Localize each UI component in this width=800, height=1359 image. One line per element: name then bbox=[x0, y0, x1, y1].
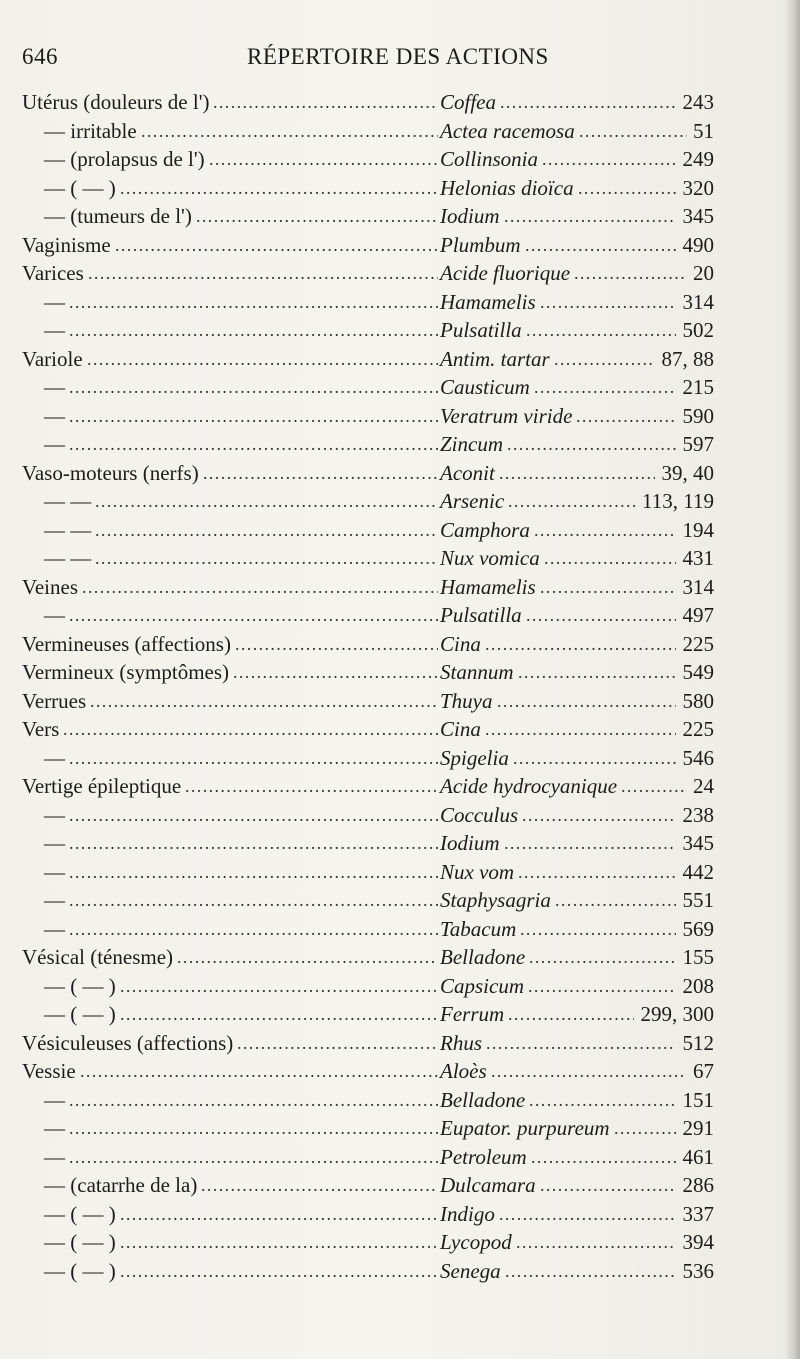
index-entry bbox=[22, 459, 714, 488]
entry-term: Varices bbox=[22, 261, 84, 285]
entry-pages: 345 bbox=[682, 831, 714, 855]
dot-leader bbox=[505, 1257, 676, 1286]
dot-leader bbox=[120, 174, 438, 203]
dot-leader bbox=[531, 1143, 676, 1172]
entry-pages: 215 bbox=[682, 375, 714, 399]
entry-remedy: Lycopod bbox=[440, 1230, 512, 1254]
entry-pages: 314 bbox=[682, 289, 714, 314]
entry-pages: 225 bbox=[682, 717, 714, 741]
entry-remedy: Aconit bbox=[440, 460, 495, 485]
index-entry bbox=[22, 544, 714, 573]
index-entry bbox=[22, 943, 714, 972]
index-entry bbox=[22, 88, 714, 117]
entry-pages: 155 bbox=[682, 945, 714, 969]
entry-remedy: Senega bbox=[440, 1258, 501, 1283]
entry-term: — bbox=[44, 888, 65, 912]
entry-pages: 546 bbox=[682, 745, 714, 770]
index-entry bbox=[22, 516, 714, 545]
dot-leader bbox=[69, 886, 438, 915]
entry-pages: 320 bbox=[682, 175, 714, 200]
entry-term: Vessie bbox=[22, 1059, 76, 1083]
dot-leader bbox=[526, 316, 676, 345]
dot-leader bbox=[88, 259, 438, 288]
entry-pages: 502 bbox=[682, 318, 714, 342]
dot-leader bbox=[518, 858, 676, 887]
index-entry bbox=[22, 1114, 714, 1143]
dot-leader bbox=[209, 145, 438, 174]
index-entry bbox=[22, 316, 714, 345]
dot-leader bbox=[576, 402, 676, 431]
entry-pages: 225 bbox=[682, 631, 714, 656]
index-entry bbox=[22, 829, 714, 858]
dot-leader bbox=[504, 829, 676, 858]
entry-term: Vermineuses (affections) bbox=[22, 631, 231, 656]
dot-leader bbox=[69, 1114, 438, 1143]
entry-pages: 39, 40 bbox=[661, 460, 714, 485]
entry-remedy: Hamamelis bbox=[440, 289, 536, 314]
entry-remedy: Cina bbox=[440, 631, 481, 656]
entry-pages: 569 bbox=[682, 916, 714, 941]
index-entry bbox=[22, 1257, 714, 1286]
entry-remedy: Iodium bbox=[440, 204, 500, 228]
entry-term: — bbox=[44, 1144, 65, 1169]
dot-leader bbox=[529, 943, 676, 972]
dot-leader bbox=[69, 373, 438, 402]
entry-term: — — bbox=[44, 546, 92, 570]
index-entry bbox=[22, 715, 714, 744]
entry-term: — bbox=[44, 603, 65, 627]
entry-term: — irritable bbox=[44, 118, 137, 143]
entry-remedy: Camphora bbox=[440, 517, 530, 542]
entry-term: — — bbox=[44, 489, 92, 513]
entry-remedy: Causticum bbox=[440, 375, 530, 399]
dot-leader bbox=[69, 288, 438, 317]
dot-leader bbox=[120, 1228, 438, 1257]
dot-leader bbox=[554, 345, 655, 374]
entry-term: — bbox=[44, 745, 65, 770]
dot-leader bbox=[87, 345, 438, 374]
entry-term: — bbox=[44, 432, 65, 456]
dot-leader bbox=[555, 886, 676, 915]
dot-leader bbox=[203, 459, 438, 488]
entry-remedy: Belladone bbox=[440, 945, 526, 969]
entry-pages: 291 bbox=[682, 1116, 714, 1140]
dot-leader bbox=[540, 288, 676, 317]
entry-pages: 151 bbox=[682, 1087, 714, 1112]
entry-remedy: Tabacum bbox=[440, 916, 517, 941]
dot-leader bbox=[235, 630, 438, 659]
entry-term: Vésiculeuses (affections) bbox=[22, 1030, 234, 1055]
dot-leader bbox=[518, 658, 676, 687]
dot-leader bbox=[237, 1029, 438, 1058]
entry-term: — — bbox=[44, 517, 92, 542]
dot-leader bbox=[544, 544, 676, 573]
index-entry bbox=[22, 145, 714, 174]
entry-remedy: Cina bbox=[440, 717, 481, 741]
entry-remedy: Iodium bbox=[440, 831, 500, 855]
entry-pages: 249 bbox=[682, 147, 714, 171]
entry-pages: 580 bbox=[682, 688, 714, 713]
entry-remedy: Spigelia bbox=[440, 745, 509, 770]
entry-term: — bbox=[44, 802, 65, 827]
entry-pages: 549 bbox=[682, 660, 714, 684]
dot-leader bbox=[69, 1143, 438, 1172]
dot-leader bbox=[69, 858, 438, 887]
entry-pages: 194 bbox=[682, 517, 714, 542]
index-entry bbox=[22, 972, 714, 1001]
dot-leader bbox=[540, 573, 676, 602]
entry-term: Veines bbox=[22, 574, 78, 599]
entry-term: Vertige épileptique bbox=[22, 774, 182, 798]
index-entry bbox=[22, 345, 714, 374]
entry-term: — ( — ) bbox=[44, 175, 116, 200]
index-entry bbox=[22, 630, 714, 659]
dot-leader bbox=[579, 117, 687, 146]
entry-term: — bbox=[44, 318, 65, 342]
entry-pages: 345 bbox=[682, 204, 714, 228]
entry-remedy: Rhus bbox=[440, 1030, 482, 1055]
entry-pages: 208 bbox=[682, 973, 714, 998]
entry-term: — bbox=[44, 289, 65, 314]
dot-leader bbox=[522, 801, 676, 830]
index-entry bbox=[22, 915, 714, 944]
dot-leader bbox=[69, 1086, 438, 1115]
entry-remedy: Staphysagria bbox=[440, 888, 551, 912]
entry-term: — ( — ) bbox=[44, 1201, 116, 1226]
entry-term: — bbox=[44, 1087, 65, 1112]
entry-remedy: Arsenic bbox=[440, 489, 505, 513]
entry-pages: 24 bbox=[693, 774, 714, 798]
index-entry bbox=[22, 744, 714, 773]
dot-leader bbox=[507, 430, 676, 459]
dot-leader bbox=[499, 1200, 676, 1229]
dot-leader bbox=[513, 744, 676, 773]
entry-remedy: Dulcamara bbox=[440, 1173, 536, 1197]
entry-term: Vésical (ténesme) bbox=[22, 945, 174, 969]
entry-remedy: Indigo bbox=[440, 1201, 495, 1226]
entry-remedy: Pulsatilla bbox=[440, 603, 522, 627]
dot-leader bbox=[69, 801, 438, 830]
entry-pages: 512 bbox=[682, 1030, 714, 1055]
index-entry bbox=[22, 231, 714, 260]
index-entry bbox=[22, 1228, 714, 1257]
dot-leader bbox=[621, 772, 687, 801]
page-number: 646 bbox=[22, 44, 58, 69]
index-entry bbox=[22, 1029, 714, 1058]
entry-remedy: Plumbum bbox=[440, 232, 521, 257]
entry-pages: 314 bbox=[682, 574, 714, 599]
dot-leader bbox=[504, 202, 676, 231]
entry-pages: 461 bbox=[682, 1144, 714, 1169]
entry-remedy: Acide hydrocyanique bbox=[440, 774, 618, 798]
entry-remedy: Actea racemosa bbox=[440, 118, 575, 143]
dot-leader bbox=[526, 601, 676, 630]
entry-remedy: Pulsatilla bbox=[440, 318, 522, 342]
entry-remedy: Belladone bbox=[440, 1087, 526, 1112]
entry-pages: 87, 88 bbox=[661, 346, 714, 371]
index-entry bbox=[22, 259, 714, 288]
dot-leader bbox=[529, 1086, 676, 1115]
dot-leader bbox=[213, 88, 438, 117]
entry-term: — (prolapsus de l') bbox=[44, 147, 205, 171]
entry-term: — bbox=[44, 1116, 65, 1140]
index-entry bbox=[22, 174, 714, 203]
entry-term: — bbox=[44, 916, 65, 941]
dot-leader bbox=[141, 117, 438, 146]
entry-term: — ( — ) bbox=[44, 973, 116, 998]
dot-leader bbox=[63, 715, 438, 744]
entry-term: — ( — ) bbox=[44, 1258, 116, 1283]
page-header bbox=[22, 44, 790, 80]
entry-term: — (catarrhe de la) bbox=[44, 1173, 198, 1197]
entry-remedy: Eupator. purpureum bbox=[440, 1116, 610, 1140]
running-title: RÉPERTOIRE DES ACTIONS bbox=[247, 44, 549, 69]
index-entry bbox=[22, 658, 714, 687]
dot-leader bbox=[233, 658, 438, 687]
index-entry bbox=[22, 687, 714, 716]
entry-pages: 51 bbox=[693, 118, 714, 143]
index-entry bbox=[22, 117, 714, 146]
index-entry bbox=[22, 886, 714, 915]
entry-remedy: Aloès bbox=[440, 1059, 487, 1083]
index-entry bbox=[22, 373, 714, 402]
entry-pages: 551 bbox=[682, 888, 714, 912]
entry-pages: 299, 300 bbox=[640, 1002, 714, 1026]
entry-remedy: Nux vom bbox=[440, 859, 515, 884]
dot-leader bbox=[528, 972, 676, 1001]
dot-leader bbox=[540, 1171, 676, 1200]
entry-remedy: Ferrum bbox=[440, 1002, 505, 1026]
index-entry bbox=[22, 1057, 714, 1086]
dot-leader bbox=[485, 715, 676, 744]
entry-remedy: Helonias dioïca bbox=[440, 175, 574, 200]
dot-leader bbox=[614, 1114, 676, 1143]
entry-pages: 337 bbox=[682, 1201, 714, 1226]
dot-leader bbox=[95, 516, 438, 545]
dot-leader bbox=[574, 259, 687, 288]
entry-remedy: Veratrum viride bbox=[440, 403, 573, 428]
entry-remedy: Petroleum bbox=[440, 1144, 527, 1169]
entry-pages: 597 bbox=[682, 432, 714, 456]
dot-leader bbox=[120, 1200, 438, 1229]
entry-pages: 431 bbox=[682, 546, 714, 570]
dot-leader bbox=[80, 1057, 438, 1086]
entry-term: Vaso-moteurs (nerfs) bbox=[22, 460, 199, 485]
entry-term: — bbox=[44, 403, 65, 428]
dot-leader bbox=[508, 1000, 634, 1029]
entry-term: Variole bbox=[22, 346, 83, 371]
entry-remedy: Stannum bbox=[440, 660, 514, 684]
index-entry bbox=[22, 1171, 714, 1200]
entry-pages: 490 bbox=[682, 232, 714, 257]
dot-leader bbox=[520, 915, 676, 944]
dot-leader bbox=[497, 687, 676, 716]
dot-leader bbox=[542, 145, 676, 174]
entry-pages: 442 bbox=[682, 859, 714, 884]
dot-leader bbox=[69, 915, 438, 944]
index-entry bbox=[22, 1000, 714, 1029]
entry-pages: 394 bbox=[682, 1230, 714, 1254]
entry-remedy: Collinsonia bbox=[440, 147, 539, 171]
dot-leader bbox=[508, 487, 636, 516]
index-entry bbox=[22, 801, 714, 830]
index-entry bbox=[22, 202, 714, 231]
dot-leader bbox=[201, 1171, 438, 1200]
dot-leader bbox=[486, 1029, 676, 1058]
index-entry bbox=[22, 1200, 714, 1229]
dot-leader bbox=[534, 373, 676, 402]
dot-leader bbox=[69, 829, 438, 858]
dot-leader bbox=[69, 316, 438, 345]
entry-pages: 286 bbox=[682, 1173, 714, 1197]
dot-leader bbox=[500, 88, 676, 117]
entry-remedy: Cocculus bbox=[440, 802, 519, 827]
entry-term: — bbox=[44, 375, 65, 399]
entry-remedy: Coffea bbox=[440, 90, 496, 114]
dot-leader bbox=[69, 601, 438, 630]
dot-leader bbox=[578, 174, 676, 203]
entry-term: Vers bbox=[22, 717, 60, 741]
dot-leader bbox=[69, 430, 438, 459]
entry-remedy: Antim. tartar bbox=[440, 346, 550, 371]
index-entry bbox=[22, 573, 714, 602]
entry-remedy: Zincum bbox=[440, 432, 503, 456]
entry-remedy: Nux vomica bbox=[440, 546, 540, 570]
entry-term: — (tumeurs de l') bbox=[44, 204, 192, 228]
index-entries bbox=[22, 88, 714, 1285]
dot-leader bbox=[516, 1228, 676, 1257]
entry-pages: 590 bbox=[682, 403, 714, 428]
dot-leader bbox=[120, 1000, 438, 1029]
index-entry bbox=[22, 601, 714, 630]
dot-leader bbox=[185, 772, 438, 801]
entry-remedy: Hamamelis bbox=[440, 574, 536, 599]
dot-leader bbox=[525, 231, 676, 260]
entry-pages: 113, 119 bbox=[642, 489, 714, 513]
dot-leader bbox=[485, 630, 676, 659]
dot-leader bbox=[115, 231, 438, 260]
dot-leader bbox=[196, 202, 438, 231]
dot-leader bbox=[177, 943, 438, 972]
dot-leader bbox=[120, 1257, 438, 1286]
entry-term: — ( — ) bbox=[44, 1230, 116, 1254]
index-entry bbox=[22, 1086, 714, 1115]
index-entry bbox=[22, 288, 714, 317]
page-edge-shadow bbox=[784, 0, 800, 1359]
entry-pages: 20 bbox=[693, 261, 714, 285]
dot-leader bbox=[82, 573, 438, 602]
dot-leader bbox=[95, 544, 438, 573]
entry-term: — bbox=[44, 859, 65, 884]
entry-pages: 536 bbox=[682, 1258, 714, 1283]
entry-term: — ( — ) bbox=[44, 1002, 116, 1026]
dot-leader bbox=[69, 744, 438, 773]
entry-pages: 497 bbox=[682, 603, 714, 627]
entry-term: Vermineux (symptômes) bbox=[22, 660, 230, 684]
entry-pages: 67 bbox=[693, 1059, 714, 1083]
dot-leader bbox=[90, 687, 438, 716]
index-entry bbox=[22, 858, 714, 887]
entry-pages: 243 bbox=[682, 90, 714, 114]
index-entry bbox=[22, 402, 714, 431]
dot-leader bbox=[534, 516, 676, 545]
entry-remedy: Thuya bbox=[440, 688, 493, 713]
entry-term: Verrues bbox=[22, 688, 87, 713]
entry-pages: 238 bbox=[682, 802, 714, 827]
entry-remedy: Capsicum bbox=[440, 973, 524, 998]
index-entry bbox=[22, 487, 714, 516]
dot-leader bbox=[69, 402, 438, 431]
entry-term: Vaginisme bbox=[22, 232, 111, 257]
dot-leader bbox=[120, 972, 438, 1001]
entry-remedy: Acide fluorique bbox=[440, 261, 571, 285]
index-entry bbox=[22, 430, 714, 459]
index-entry bbox=[22, 772, 714, 801]
dot-leader bbox=[491, 1057, 687, 1086]
dot-leader bbox=[499, 459, 655, 488]
dot-leader bbox=[95, 487, 438, 516]
entry-term: Utérus (douleurs de l') bbox=[22, 90, 210, 114]
index-entry bbox=[22, 1143, 714, 1172]
entry-term: — bbox=[44, 831, 65, 855]
